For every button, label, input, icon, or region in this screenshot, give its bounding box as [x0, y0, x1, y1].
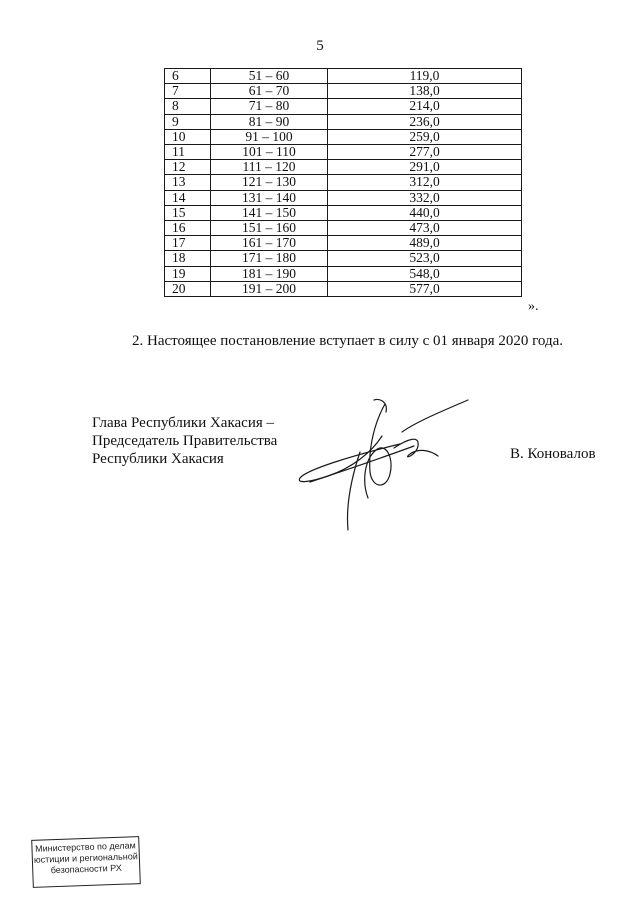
value-cell: 332,0: [328, 190, 522, 205]
range-cell: 81 – 90: [211, 114, 328, 129]
value-cell: 277,0: [328, 145, 522, 160]
value-cell: 259,0: [328, 129, 522, 144]
page-number: 5: [316, 38, 324, 54]
table-row: [165, 145, 522, 160]
stamp-line-2: юстиции и региональной: [33, 851, 138, 865]
value-cell: 523,0: [328, 251, 522, 266]
row-number-cell: 12: [165, 160, 211, 175]
closing-quote: ».: [528, 299, 539, 314]
row-number-cell: 11: [165, 145, 211, 160]
row-number-cell: 6: [165, 69, 211, 84]
value-cell: 291,0: [328, 160, 522, 175]
range-cell: 181 – 190: [211, 266, 328, 281]
row-number-cell: 10: [165, 129, 211, 144]
registration-stamp: [31, 836, 141, 888]
rates-table: [164, 68, 522, 297]
table-row: [165, 129, 522, 144]
range-cell: 111 – 120: [211, 160, 328, 175]
table-row: [165, 221, 522, 236]
table-row: [165, 236, 522, 251]
stamp-line-3: безопасности РХ: [50, 862, 122, 876]
range-cell: 141 – 150: [211, 205, 328, 220]
table-row: [165, 281, 522, 296]
range-cell: 51 – 60: [211, 69, 328, 84]
table-row: [165, 160, 522, 175]
value-cell: 236,0: [328, 114, 522, 129]
range-cell: 171 – 180: [211, 251, 328, 266]
value-cell: 214,0: [328, 99, 522, 114]
row-number-cell: 9: [165, 114, 211, 129]
value-cell: 489,0: [328, 236, 522, 251]
range-cell: 71 – 80: [211, 99, 328, 114]
row-number-cell: 15: [165, 205, 211, 220]
row-number-cell: 16: [165, 221, 211, 236]
value-cell: 440,0: [328, 205, 522, 220]
handwritten-signature: [290, 390, 480, 540]
row-number-cell: 17: [165, 236, 211, 251]
stamp-line-1: Министерство по делам: [35, 840, 136, 854]
value-cell: 312,0: [328, 175, 522, 190]
value-cell: 577,0: [328, 281, 522, 296]
table-row: [165, 205, 522, 220]
rates-table-body: [165, 69, 522, 297]
row-number-cell: 20: [165, 281, 211, 296]
range-cell: 151 – 160: [211, 221, 328, 236]
row-number-cell: 14: [165, 190, 211, 205]
table-row: [165, 69, 522, 84]
signatory-title: [92, 414, 277, 468]
paragraph-2: 2. Настоящее постановление вступает в силу с 01 января 2020 года.: [132, 333, 564, 349]
table-row: [165, 266, 522, 281]
value-cell: 548,0: [328, 266, 522, 281]
table-row: [165, 175, 522, 190]
row-number-cell: 13: [165, 175, 211, 190]
row-number-cell: 7: [165, 84, 211, 99]
table-row: [165, 84, 522, 99]
value-cell: 119,0: [328, 69, 522, 84]
signatory-title-line-1: Глава Республики Хакасия –: [92, 415, 275, 431]
table-row: [165, 251, 522, 266]
table-row: [165, 190, 522, 205]
signer-name: В. Коновалов: [510, 446, 596, 462]
signatory-title-line-3: Республики Хакасия: [92, 451, 224, 467]
range-cell: 121 – 130: [211, 175, 328, 190]
range-cell: 101 – 110: [211, 145, 328, 160]
table-row: [165, 99, 522, 114]
range-cell: 61 – 70: [211, 84, 328, 99]
range-cell: 131 – 140: [211, 190, 328, 205]
range-cell: 191 – 200: [211, 281, 328, 296]
row-number-cell: 8: [165, 99, 211, 114]
range-cell: 161 – 170: [211, 236, 328, 251]
row-number-cell: 19: [165, 266, 211, 281]
table-row: [165, 114, 522, 129]
range-cell: 91 – 100: [211, 129, 328, 144]
value-cell: 138,0: [328, 84, 522, 99]
row-number-cell: 18: [165, 251, 211, 266]
signatory-title-line-2: Председатель Правительства: [92, 433, 278, 449]
value-cell: 473,0: [328, 221, 522, 236]
